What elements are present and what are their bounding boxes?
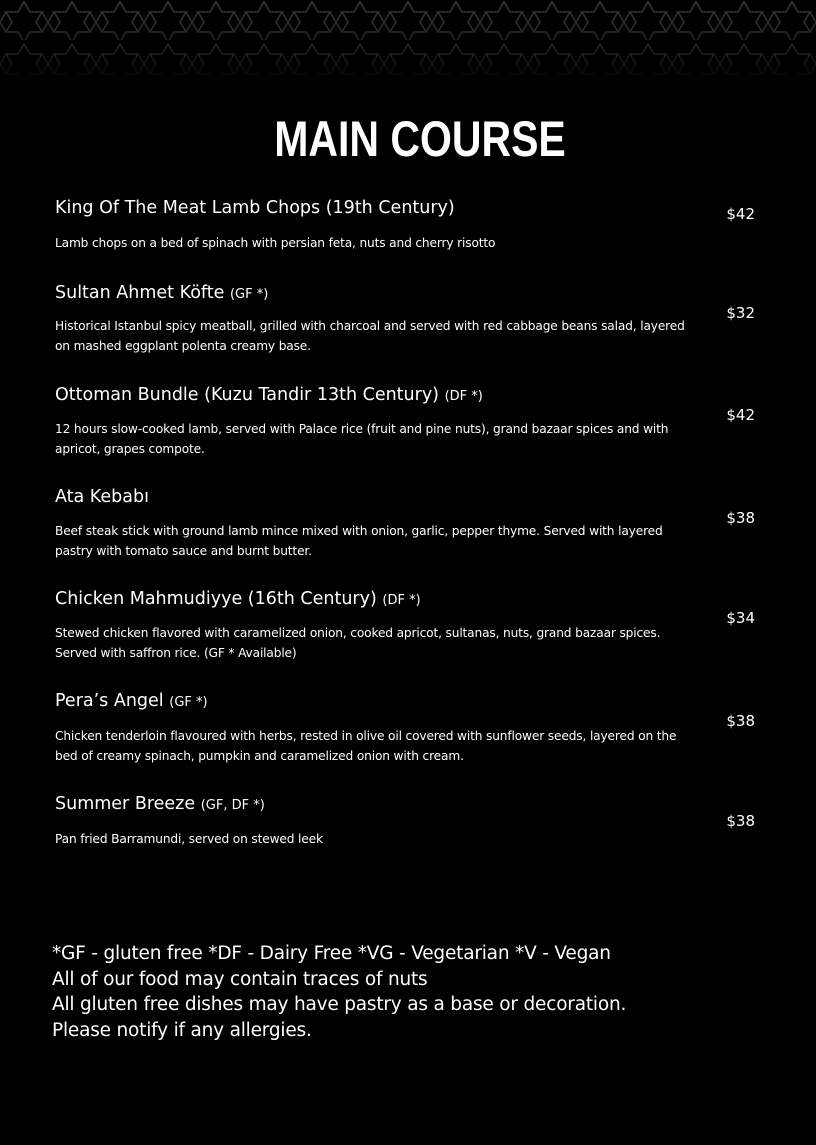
- menu-item-name: [55, 793, 755, 817]
- menu-item-title: Ata Kebabı: [55, 487, 149, 507]
- menu-item: [55, 588, 755, 668]
- menu-item-name: [55, 197, 755, 219]
- menu-item-title: Chicken Mahmudiyye (16th Century): [55, 589, 377, 609]
- menu-item-name: [55, 384, 755, 408]
- dietary-notes: [52, 941, 792, 1043]
- menu-item: [55, 690, 755, 770]
- menu-item-price: $38: [726, 812, 755, 830]
- menu-item-description: Stewed chicken flavored with caramelized onion, cooked apricot, sultanas, nuts, grand bazaar spices. Served with saffron rice. (GF * Available): [55, 626, 661, 660]
- menu-item: [55, 384, 755, 464]
- menu-item-title: Pera’s Angel: [55, 691, 164, 711]
- menu-item-title: Ottoman Bundle (Kuzu Tandir 13th Century): [55, 385, 440, 405]
- menu-item-price: $34: [726, 609, 755, 627]
- dietary-tag: (GF *): [169, 695, 208, 710]
- menu-item-title: Summer Breeze: [55, 794, 196, 814]
- menu-item: [55, 282, 755, 362]
- menu-item-description: Lamb chops on a bed of spinach with persian feta, nuts and cherry risotto: [55, 236, 496, 250]
- dietary-legend: *GF - gluten free *DF - Dairy Free *VG - Vegetarian *V - Vegan: [52, 943, 611, 964]
- dietary-tag: (DF *): [382, 593, 421, 608]
- menu-item-price: $42: [726, 205, 755, 223]
- menu-item-title: Sultan Ahmet Köfte: [55, 283, 225, 303]
- dietary-tag: (GF, DF *): [200, 798, 265, 813]
- gluten-notice: All gluten free dishes may have pastry as a base or decoration.: [52, 994, 627, 1015]
- dietary-tag: (DF *): [444, 389, 483, 404]
- menu-item-price: $38: [726, 712, 755, 730]
- menu-item-name: [55, 588, 755, 612]
- menu-item-name: [55, 282, 755, 306]
- menu-item: [55, 486, 755, 566]
- menu-item-price: $38: [726, 509, 755, 527]
- menu-item-description: Pan fried Barramundi, served on stewed leek: [55, 832, 323, 846]
- page-title: MAIN COURSE: [274, 111, 566, 167]
- header-pattern: [0, 0, 816, 80]
- menu-item: [55, 793, 755, 853]
- menu-item-description: 12 hours slow-cooked lamb, served with Palace rice (fruit and pine nuts), grand bazaar spices and with apricot, grapes compote.: [55, 422, 669, 456]
- nuts-notice: All of our food may contain traces of nuts: [52, 968, 428, 990]
- menu-item: [55, 197, 755, 257]
- menu-item-title: King Of The Meat Lamb Chops (19th Century): [55, 198, 455, 218]
- menu-item-description: Chicken tenderloin flavoured with herbs, rested in olive oil covered with sunflower seeds, layered on the bed of creamy spinach, pumpkin and caramelized onion with cream.: [55, 729, 677, 763]
- menu-item-description: Historical Istanbul spicy meatball, grilled with charcoal and served with red cabbage beans salad, layered on mashed eggplant polenta creamy base.: [55, 319, 685, 353]
- dietary-tag: (GF *): [229, 287, 269, 302]
- menu-item-description: Beef steak stick with ground lamb mince mixed with onion, garlic, pepper thyme. Served with layered pastry with tomato sauce and burnt butter.: [55, 524, 663, 558]
- allergy-notice: Please notify if any allergies.: [52, 1019, 312, 1041]
- menu-item-name: [55, 690, 755, 714]
- menu-item-price: $32: [726, 304, 755, 322]
- menu-item-name: [55, 486, 755, 508]
- menu-item-price: $42: [726, 406, 755, 424]
